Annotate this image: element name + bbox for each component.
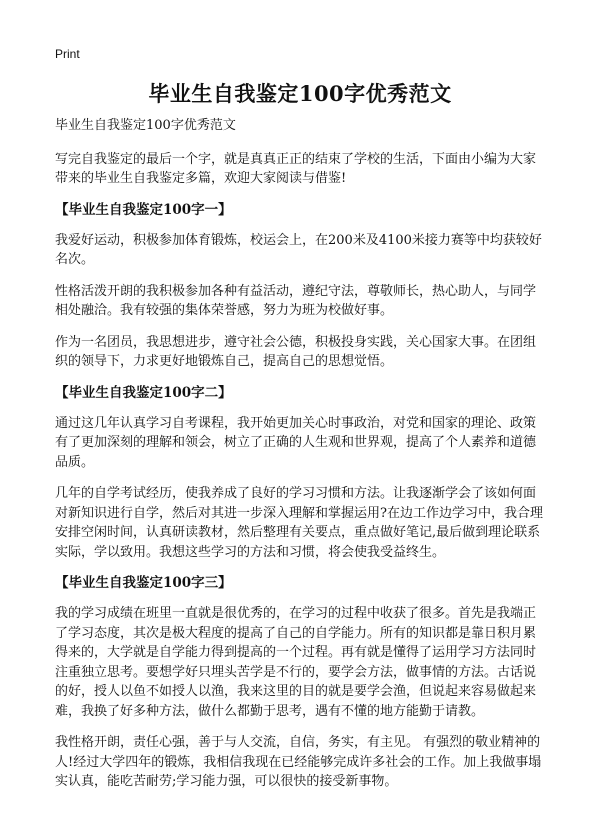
print-link[interactable]: Print xyxy=(55,47,80,61)
section-1-paragraph-3: 作为一名团员，我思想进步，遵守社会公德，积极投身实践，关心国家大事。在团组织的领导下，力求更好地锻炼自己，提高自己的思想觉悟。 xyxy=(55,334,537,369)
section-2-paragraph-1: 通过这几年认真学习自考课程，我开始更加关心时事政治，对党和国家的理论、政策有了更加深刻的理解和领会，树立了正确的人生观和世界观，提高了个人素养和道德品质。 xyxy=(55,415,537,470)
intro-paragraph: 写完自我鉴定的最后一个字，就是真真正正的结束了学校的生活，下面由小编为大家带来的毕业生自我鉴定多篇，欢迎大家阅读与借鉴! xyxy=(55,151,537,186)
section-1-paragraph-1: 我爱好运动，积极参加体育锻炼，校运会上，在200米及4100米接力赛等中均获较好名次。 xyxy=(55,232,542,267)
section-3-paragraph-2: 我性格开朗，责任心强，善于与人交流，自信，务实，有主见。 有强烈的敬业精神的人!经过大学四年的锻炼，我相信我现在已经能够完成许多社会的工作。加上我做事塌实认真，能吃苦耐劳;学习能力强，可以很快的接受新事物。 xyxy=(55,735,542,789)
article-body xyxy=(55,116,547,804)
page-title: 毕业生自我鉴定100字优秀范文 xyxy=(148,81,452,106)
section-heading-2: 【毕业生自我鉴定100字二】 xyxy=(55,384,232,401)
article-subtitle: 毕业生自我鉴定100字优秀范文 xyxy=(55,118,236,133)
section-1-paragraph-2: 性格活泼开朗的我积极参加各种有益活动，遵纪守法，尊敬师长，热心助人，与同学相处融洽。我有较强的集体荣誉感，努力为班为校做好事。 xyxy=(55,283,537,318)
section-3-paragraph-1: 我的学习成绩在班里一直就是很优秀的，在学习的过程中收获了很多。首先是我端正了学习态度，其次是极大程度的提高了自己的自学能力。所有的知识都是靠日积月累得来的，大学就是自学能力得到提高的一个过程。再有就是懂得了运用学习方法同时注重独立思考。要想学好只埋头苦学是不行的，要学会方法，做事情的方法。古话说的好，授人以鱼不如授人以渔，我来这里的目的就是要学会渔，但说起来容易做起来难，我换了好多种方法，做什么都勤于思考，遇有不懂的地方能勤于请教。 xyxy=(55,606,537,719)
section-2-paragraph-2: 几年的自学考试经历，使我养成了良好的学习习惯和方法。让我逐渐学会了该如何面对新知识进行自学，然后对其进一步深入理解和掌握运用?在边工作边学习中，我合理安排空闲时间，认真研读教材，然后整理有关要点，重点做好笔记,最后做到理论联系实际，学以致用。我想这些学习的方法和习惯，将会使我受益终生。 xyxy=(55,486,543,560)
section-heading-1: 【毕业生自我鉴定100字一】 xyxy=(55,201,232,218)
section-heading-3: 【毕业生自我鉴定100字三】 xyxy=(55,575,232,591)
